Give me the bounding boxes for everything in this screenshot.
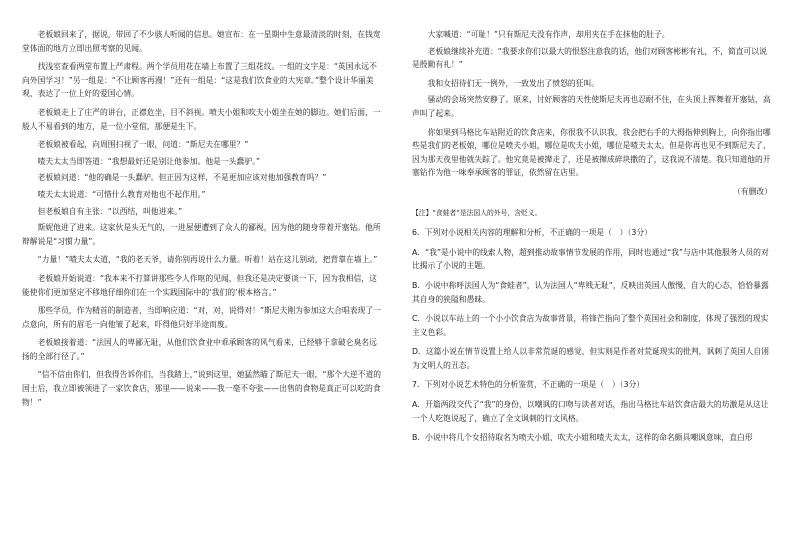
paragraph: 大家喊道：“可耻！”只有斯尼夫没有作声，却用夹在手在抹他的肚子。 <box>427 30 670 39</box>
paragraph: 那些学员，作为精首的制造者，当即响应道：“对，对，说得对！”斯尼夫刚为参加这大合唱表现了一点意向，所有的眉毛一向他皱了起来，吓得他只好半途而废。 <box>22 306 381 329</box>
source-note: （有删改） <box>733 186 772 196</box>
option-a: A．开篇两段交代了“我”的身份，以嘲讽的口吻与读者对话，指出马格比车站饮食店最大的坊激是从这让一个人吃饱说起了，确立了全文讽刺的行文风格。 <box>412 400 769 423</box>
paragraph: 骚动的会场突然安静了。原来，讨好顾客的天性使斯尼夫再也忍耐不住，在头顶上挥舞着开塞钻，高声叫了起来。 <box>412 95 771 118</box>
question-7: 7．下列对小说艺术特色的分析鉴赏，不正确的一项是（ ）（3分） <box>412 380 645 390</box>
option-a: A．“我”是小说中的线索人物，超到推动故事情节发展的作用，同时也通过“我”与店中其他服务人员的对比揭示了小说的主题。 <box>412 247 769 271</box>
annotation-note: 【注】“食蛙者”是法国人的外号，含贬义。 <box>412 208 542 217</box>
option-b: B．小说中称呼法国人为“食蛙者”，认为法国人“卑贱无耻”，反映出英国人傲慢、自大的心态，恰恰暴露其自身的狭隘和愚昧。 <box>412 280 769 304</box>
paragraph: 我和女招待们无一例外，一致发出了愤怒的狂叫。 <box>427 78 600 88</box>
paragraph: 喳夫太太当即答道：“我想最好还是别让他参加。他是一头蠢驴。” <box>37 156 261 166</box>
left-column <box>22 28 382 560</box>
paragraph: 老板娘开始说道：“我本来不打算讲那些令人作呕的见闻，但我还是决定要谈一下，因为我相信，这能使你们更加坚定不移地仔细你们在一个实践国际中的‘我们的’根本格言。” <box>22 273 377 297</box>
paragraph: 老板娘走上了庄严的讲台，正襟危坐，目不斜视。喷夫小姐和吹夫小姐坐在她的脚边。她们后面，一般人不易看到的地方，是一位小堂倌，那便是生下。 <box>22 107 381 131</box>
paragraph: “力量！”喳夫太太道，“我的老天爷，请你别再说什么力量。听着！站在这儿别动，把背靠在墙上。” <box>37 255 378 265</box>
paragraph: 找浅室查看两堂布置上严肃程。两个学员用花在墙上布置了三组花纹。一组的文字是：“英国永远不向外国学习！”另一组是：“不让顾客再漫！”还有一组是：“这是我们饮食业的大宪章。”整个设计华丽美观，表达了一位上好的爱国心情。 <box>22 62 377 99</box>
question-6: 6．下列对小说相关内容的理解和分析，不正确的一项是（ ）（3分） <box>412 228 652 238</box>
paragraph: 老板娘被看起，向周围扫视了一眼，问道：“斯尼夫在哪里？” <box>37 140 249 150</box>
paragraph: 斯妮他进了进来。这家伙是头无气的，一进屋便遭到了众人的鄙视，因为他的随身带着开塞钻。他所辩解说是“习惯力量”。 <box>22 223 381 246</box>
paragraph: 但老板娘自有主张：“以西结，叫他进来。” <box>37 206 183 216</box>
option-c: C．小说以车站上的一个小小饮食店为故事背景，将锋芒指向了整个英国社会和制度，体现了强烈的现实主义色彩。 <box>412 314 769 337</box>
right-column <box>412 28 772 560</box>
paragraph: 喳夫太太说道：“可惜什么教育对他也不起作用。” <box>37 189 206 199</box>
paragraph: 老板娘接着道：“法国人的卑鄙无耻，从他们饮食业中乖承顾客的风气看来，已经够于拿破仑臭名远扬的全部行径了。” <box>22 338 377 361</box>
option-b: B．小说中将几个女招待取名为喷夫小姐、吹夫小姐和喳夫太太，这样的命名颇具嘲讽意味，直白形 <box>412 433 753 443</box>
paragraph: 老板娘回来了，据说，带回了不少骇人听闻的信息。她宣布：在一星期中生意最清淡的时刻，在钱宽堂体面的地方立即出照考察的见闻。 <box>22 30 381 53</box>
paragraph: 老板娘继续补充道：“我要求你们以最大的恨怒注意我的话，他们对顾客彬彬有礼，不，简直可以说是殷勤有礼！” <box>412 46 767 70</box>
paragraph: 老板娘问道：“他的确是一头蠢驴。但正因为这样，不是更加应该对他加强教育吗？” <box>37 173 327 183</box>
option-d: D．这篇小说在情节设置上给人以非常荒诞的感觉，但实则是作者对荒诞现实的批判，讽刺了英国人自诩为文明人的丑态。 <box>412 347 769 370</box>
paragraph: 你如果到马格比车站附近的饮食店来，你很我不认识我，我会把右手的大拇指伸到胸上，向你指出哪些是我们的老板娘，哪位是喷夫小姐，哪位是吹夫小姐，哪位是喳夫太太。但是你再也见不到斯尼夫了，因为那天夜里他就失踪了。他究竟是被撵走了，还是被撵成碎块撒的了，这我说不清楚。我只知道他的开塞钻作为他一味奉承顾客的罪证，依然留在店里。 <box>412 127 771 178</box>
paragraph: “信不信由你们，但我得告诉你们，当我踏上，”说到这里，她猛然瞄了斯尼夫一眼，“那个大逆不道的国土后，我立即被领进了一家饮食店，那里——说来——我一毫不夸张——出售的食物是真正可以吃的食物！” <box>22 370 382 407</box>
